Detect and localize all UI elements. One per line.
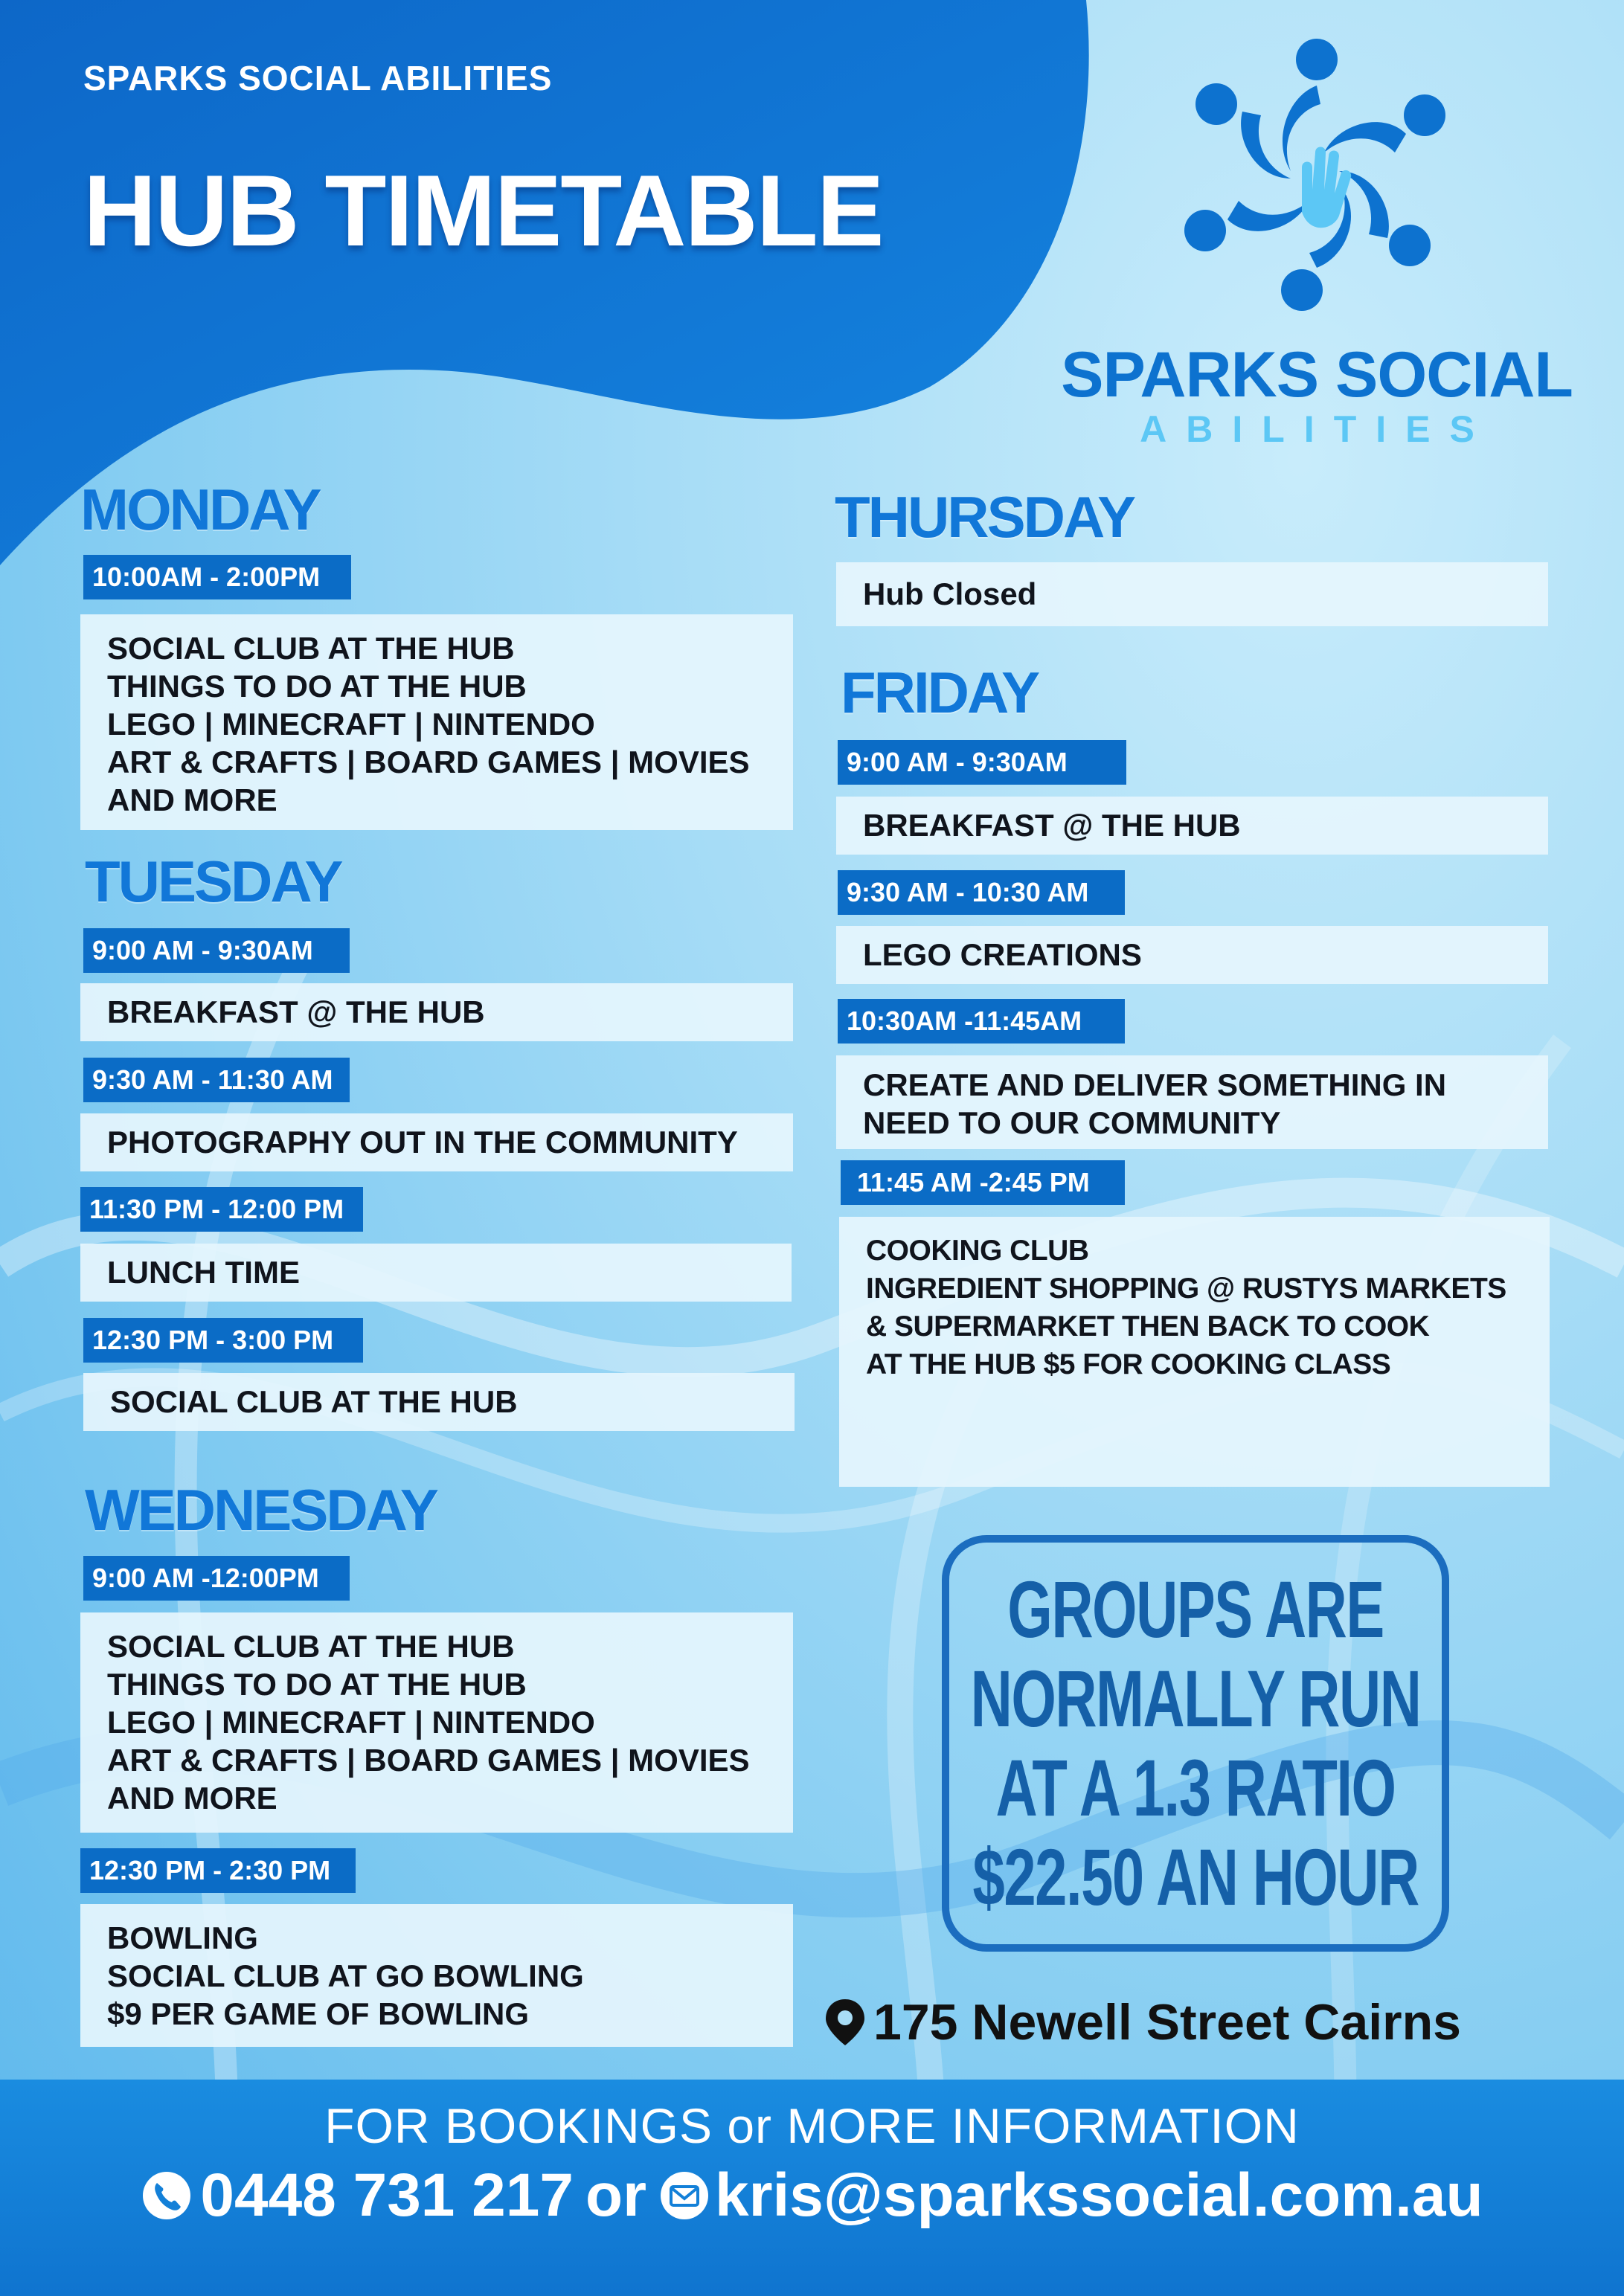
activity-box: PHOTOGRAPHY OUT IN THE COMMUNITY bbox=[80, 1113, 793, 1171]
activity-line: THINGS TO DO AT THE HUB bbox=[107, 1667, 527, 1702]
day-heading-wednesday: WEDNESDAY bbox=[85, 1477, 437, 1543]
page-title: HUB TIMETABLE bbox=[83, 154, 883, 267]
time-slot-label: 9:00 AM -12:00PM bbox=[83, 1556, 350, 1601]
activity-box bbox=[839, 1217, 1550, 1487]
address bbox=[823, 1993, 1461, 2051]
activity-box: BREAKFAST @ THE HUB bbox=[80, 983, 793, 1041]
activity-box: LEGO CREATIONS bbox=[836, 926, 1548, 984]
activity-box: Hub Closed bbox=[836, 562, 1548, 626]
phone-icon bbox=[141, 2170, 193, 2222]
phone-number[interactable]: 0448 731 217 bbox=[200, 2161, 574, 2229]
ratio-line: AT A 1.3 RATIO bbox=[995, 1743, 1396, 1833]
ratio-line: $22.50 AN HOUR bbox=[972, 1832, 1419, 1922]
time-slot-label: 11:45 AM -2:45 PM bbox=[841, 1160, 1125, 1205]
activity-line: SOCIAL CLUB AT THE HUB bbox=[107, 631, 515, 666]
activity-line: AND MORE bbox=[107, 782, 277, 817]
activity-line: SOCIAL CLUB AT THE HUB bbox=[107, 1629, 515, 1664]
time-slot-label: 11:30 PM - 12:00 PM bbox=[80, 1187, 363, 1232]
time-slot-label: 9:00 AM - 9:30AM bbox=[83, 928, 350, 973]
activity-line: BOWLING bbox=[107, 1920, 258, 1955]
activity-line: INGREDIENT SHOPPING @ RUSTYS MARKETS bbox=[866, 1273, 1506, 1305]
activity-line: AT THE HUB $5 FOR COOKING CLASS bbox=[866, 1348, 1391, 1380]
logo-subtitle: ABILITIES bbox=[1140, 408, 1494, 450]
footer-or: or bbox=[585, 2161, 646, 2229]
time-slot-label: 10:00AM - 2:00PM bbox=[83, 555, 351, 599]
activity-box bbox=[80, 614, 793, 830]
time-slot-label: 9:30 AM - 11:30 AM bbox=[83, 1058, 350, 1102]
day-heading-friday: FRIDAY bbox=[841, 660, 1039, 725]
activity-line: AND MORE bbox=[107, 1781, 277, 1816]
email-icon bbox=[658, 2170, 710, 2222]
time-slot-label: 12:30 PM - 3:00 PM bbox=[83, 1318, 363, 1363]
day-heading-thursday: THURSDAY bbox=[835, 484, 1134, 550]
time-slot-label: 12:30 PM - 2:30 PM bbox=[80, 1848, 356, 1893]
activity-line: ART & CRAFTS | BOARD GAMES | MOVIES bbox=[107, 1743, 750, 1778]
logo-name: SPARKS SOCIAL bbox=[1061, 339, 1573, 411]
activity-box bbox=[80, 1612, 793, 1833]
day-heading-monday: MONDAY bbox=[80, 477, 320, 542]
ratio-line: GROUPS ARE bbox=[1007, 1564, 1384, 1654]
ratio-info-box bbox=[942, 1535, 1449, 1952]
activity-line: ART & CRAFTS | BOARD GAMES | MOVIES bbox=[107, 745, 750, 779]
activity-box: BREAKFAST @ THE HUB bbox=[836, 797, 1548, 855]
activity-line: SOCIAL CLUB AT GO BOWLING bbox=[107, 1958, 584, 1993]
time-slot-label: 10:30AM -11:45AM bbox=[838, 999, 1125, 1044]
ratio-line: NORMALLY RUN bbox=[970, 1653, 1421, 1743]
time-slot-label: 9:30 AM - 10:30 AM bbox=[838, 870, 1125, 915]
day-heading-tuesday: TUESDAY bbox=[85, 849, 341, 914]
activity-line: & SUPERMARKET THEN BACK TO COOK bbox=[866, 1311, 1430, 1342]
people-circle-hand-icon bbox=[1161, 30, 1473, 327]
activity-line: CREATE AND DELIVER SOMETHING IN bbox=[863, 1067, 1447, 1102]
footer-contact bbox=[0, 2161, 1624, 2231]
activity-box bbox=[836, 1055, 1548, 1149]
activity-line: COOKING CLUB bbox=[866, 1235, 1089, 1267]
address-text: 175 Newell Street Cairns bbox=[873, 1994, 1461, 2051]
activity-line: LEGO | MINECRAFT | NINTENDO bbox=[107, 1705, 595, 1740]
footer-heading: FOR BOOKINGS or MORE INFORMATION bbox=[324, 2098, 1300, 2153]
activity-box bbox=[80, 1904, 793, 2047]
activity-line: NEED TO OUR COMMUNITY bbox=[863, 1105, 1281, 1140]
activity-box: SOCIAL CLUB AT THE HUB bbox=[83, 1373, 795, 1431]
activity-line: $9 PER GAME OF BOWLING bbox=[107, 1996, 530, 2031]
email-address[interactable]: kris@sparkssocial.com.au bbox=[715, 2161, 1483, 2229]
org-subtitle: SPARKS SOCIAL ABILITIES bbox=[83, 59, 553, 97]
activity-line: LEGO | MINECRAFT | NINTENDO bbox=[107, 707, 595, 742]
activity-line: THINGS TO DO AT THE HUB bbox=[107, 669, 527, 704]
time-slot-label: 9:00 AM - 9:30AM bbox=[838, 740, 1126, 785]
location-pin-icon bbox=[823, 1998, 867, 2047]
activity-box: LUNCH TIME bbox=[80, 1244, 792, 1302]
